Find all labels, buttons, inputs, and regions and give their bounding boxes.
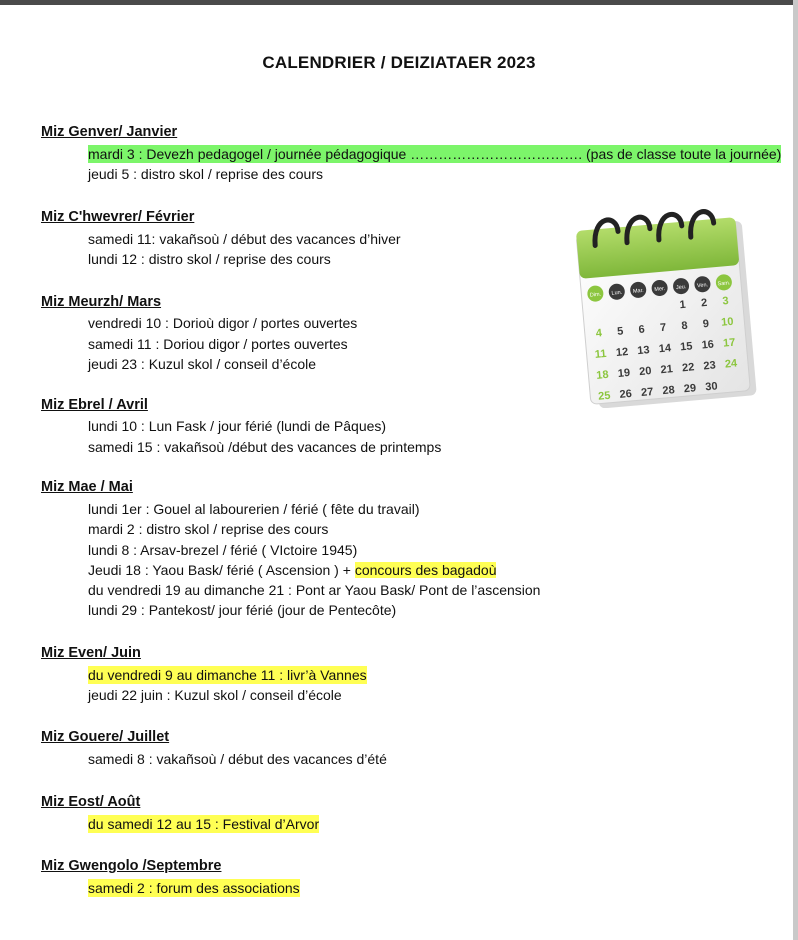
event-mai-4-text: Jeudi 18 : Yaou Bask/ férié ( Ascension ) + bbox=[88, 562, 355, 578]
calendar-day: 28 bbox=[661, 384, 676, 398]
calendar-day: 19 bbox=[617, 366, 631, 380]
calendar-day: 9 bbox=[702, 317, 710, 331]
calendar-day: 15 bbox=[679, 340, 693, 354]
calendar-day: 5 bbox=[616, 325, 624, 338]
calendar-day: 22 bbox=[681, 361, 695, 375]
event-septembre-1: samedi 2 : forum des associations bbox=[88, 880, 300, 896]
month-heading-septembre: Miz Gwengolo /Septembre bbox=[41, 858, 222, 874]
event-janvier-1: mardi 3 : Devezh pedagogel / journée pédagogique ………………………………. (pas de classe toute la journée) bbox=[88, 146, 782, 162]
event-mai-4-highlight: concours des bagadoù bbox=[354, 562, 497, 578]
month-heading-janvier: Miz Genver/ Janvier bbox=[41, 124, 178, 140]
top-border bbox=[0, 0, 798, 5]
calendar-day: 18 bbox=[595, 368, 610, 382]
event-mai-2: mardi 2 : distro skol / reprise des cours bbox=[88, 521, 329, 537]
calendar-day: 23 bbox=[702, 359, 717, 373]
calendar-day: 16 bbox=[701, 338, 715, 352]
month-heading-mars: Miz Meurzh/ Mars bbox=[41, 294, 162, 310]
calendar-day: 29 bbox=[683, 382, 697, 396]
event-juillet-1: samedi 8 : vakañsoù / début des vacances d’été bbox=[88, 751, 387, 767]
calendar-day: 17 bbox=[722, 336, 736, 350]
event-avril-2: samedi 15 : vakañsoù /début des vacances de printemps bbox=[88, 439, 442, 455]
calendar-day: 25 bbox=[597, 389, 611, 403]
event-avril-1: lundi 10 : Lun Fask / jour férié (lundi de Pâques) bbox=[88, 418, 387, 434]
right-border bbox=[793, 0, 798, 940]
calendar-day: 3 bbox=[721, 295, 730, 308]
calendar-day: 27 bbox=[640, 385, 654, 399]
month-heading-juillet: Miz Gouere/ Juillet bbox=[41, 729, 170, 745]
month-heading-aout: Miz Eost/ Août bbox=[41, 794, 141, 810]
event-mars-3: jeudi 23 : Kuzul skol / conseil d’école bbox=[88, 356, 317, 372]
page-title: CALENDRIER / DEIZIATAER 2023 bbox=[262, 53, 536, 72]
event-mai-6: lundi 29 : Pantekost/ jour férié (jour de Pentecôte) bbox=[88, 602, 397, 618]
calendar-day: 10 bbox=[720, 315, 734, 329]
weekday-label: Mar. bbox=[632, 287, 644, 295]
calendar-day: 11 bbox=[594, 347, 608, 361]
month-heading-juin: Miz Even/ Juin bbox=[41, 645, 141, 661]
calendar-day: 7 bbox=[659, 321, 667, 335]
calendar-day: 14 bbox=[658, 342, 672, 356]
weekday-label: Sam. bbox=[717, 280, 731, 288]
calendar-day: 26 bbox=[619, 387, 633, 401]
event-mai-5: du vendredi 19 au dimanche 21 : Pont ar Yaou Bask/ Pont de l’ascension bbox=[88, 582, 541, 598]
calendar-day: 6 bbox=[638, 323, 646, 336]
event-aout-1: du samedi 12 au 15 : Festival d’Arvor bbox=[88, 816, 320, 832]
calendar-day: 8 bbox=[680, 319, 689, 333]
calendar-day: 24 bbox=[724, 357, 738, 371]
event-mars-1: vendredi 10 : Dorioù digor / portes ouvertes bbox=[88, 315, 358, 331]
month-heading-avril: Miz Ebrel / Avril bbox=[41, 397, 148, 413]
weekday-label: Mer. bbox=[654, 286, 666, 293]
event-mai-4 bbox=[88, 561, 496, 579]
event-mai-1: lundi 1er : Gouel al labourerien / férié ( fête du travail) bbox=[88, 501, 420, 517]
weekday-label: Jeu. bbox=[675, 284, 687, 292]
calendar-day: 12 bbox=[615, 345, 629, 360]
month-heading-fevrier: Miz C'hwevrer/ Février bbox=[41, 209, 195, 225]
event-janvier-2: jeudi 5 : distro skol / reprise des cours bbox=[88, 166, 323, 182]
calendar-day: 2 bbox=[700, 296, 708, 310]
calendar-day: 13 bbox=[636, 344, 651, 358]
calendar-day: 20 bbox=[638, 365, 652, 379]
weekday-label: Dim. bbox=[589, 291, 602, 299]
weekday-label: Lun. bbox=[611, 289, 623, 297]
calendar-day: 1 bbox=[679, 298, 687, 312]
event-mars-2: samedi 11 : Doriou digor / portes ouvertes bbox=[88, 336, 348, 352]
event-mai-3: lundi 8 : Arsav-brezel / férié ( VIctoire 1945) bbox=[88, 542, 358, 558]
month-heading-mai: Miz Mae / Mai bbox=[41, 479, 133, 495]
event-juin-2: jeudi 22 juin : Kuzul skol / conseil d’école bbox=[88, 687, 342, 703]
event-juin-1: du vendredi 9 au dimanche 11 : livr’à Vannes bbox=[88, 667, 367, 683]
event-fevrier-1: samedi 11: vakañsoù / début des vacances d’hiver bbox=[88, 231, 401, 247]
calendar-day: 21 bbox=[660, 363, 674, 377]
calendar-day: 30 bbox=[704, 380, 719, 394]
event-fevrier-2: lundi 12 : distro skol / reprise des cours bbox=[88, 251, 331, 267]
weekday-label: Ven. bbox=[696, 282, 709, 290]
calendar-day: 4 bbox=[595, 327, 603, 340]
calendar-illustration bbox=[560, 188, 760, 408]
